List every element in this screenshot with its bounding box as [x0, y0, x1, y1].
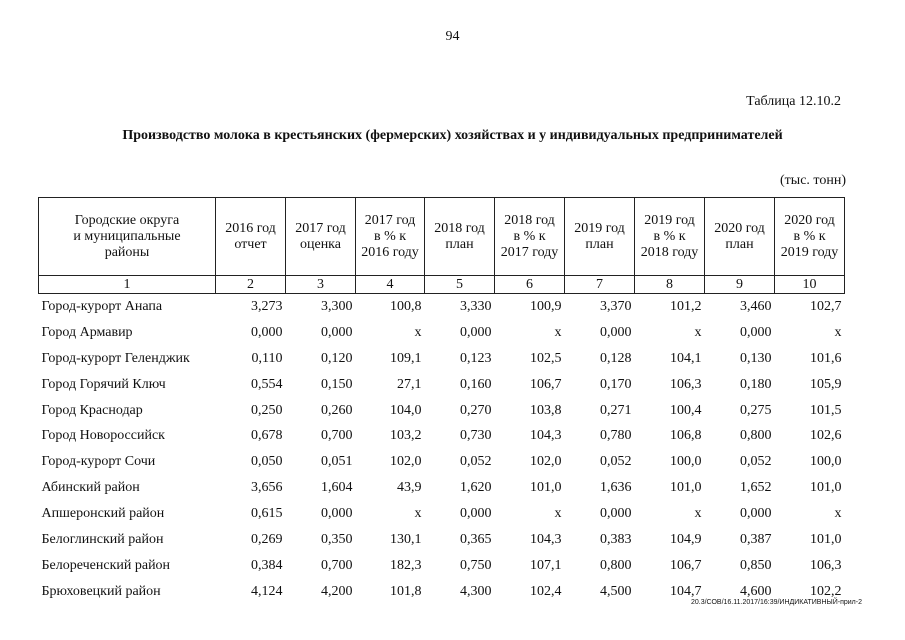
column-number-4: 4	[356, 276, 425, 294]
table-row	[39, 501, 845, 527]
value-cell: 43,9	[397, 480, 422, 496]
district-name-cell: Брюховецкий район	[41, 583, 161, 599]
value-cell: 0,000	[251, 324, 283, 340]
column-header-3: 2017 год оценка	[286, 198, 356, 276]
value-cell: 130,1	[390, 531, 422, 547]
value-cell: 4,124	[251, 583, 283, 599]
column-number-2: 2	[216, 276, 286, 294]
value-cell: 102,0	[390, 454, 422, 470]
value-cell: 0,271	[600, 402, 632, 418]
value-cell: 101,0	[530, 480, 562, 496]
value-cell: 101,0	[670, 480, 702, 496]
value-cell: 106,8	[670, 428, 702, 444]
value-cell: 102,4	[530, 583, 562, 599]
value-cell: 0,260	[321, 402, 353, 418]
value-cell: 0,387	[740, 531, 772, 547]
value-cell: 1,652	[740, 480, 772, 496]
district-name-cell: Город Армавир	[41, 324, 133, 340]
value-cell: 106,3	[670, 376, 702, 392]
district-name-cell: Город-курорт Геленджик	[41, 350, 190, 366]
value-cell: 104,1	[670, 350, 702, 366]
value-cell: 0,170	[600, 376, 632, 392]
value-cell: x	[554, 324, 562, 340]
value-cell: 0,052	[740, 454, 772, 470]
column-number-6: 6	[495, 276, 565, 294]
table-body	[39, 294, 845, 605]
value-cell: 0,000	[600, 324, 632, 340]
value-cell: 101,0	[810, 480, 842, 496]
value-cell: 4,300	[460, 583, 492, 599]
table-row	[39, 449, 845, 475]
value-cell: 100,4	[670, 402, 702, 418]
value-cell: 107,1	[530, 557, 562, 573]
value-cell: 0,051	[321, 454, 353, 470]
value-cell: 106,7	[530, 376, 562, 392]
value-cell: 0,130	[740, 350, 772, 366]
table-row	[39, 527, 845, 553]
column-number-5: 5	[425, 276, 495, 294]
column-header-6: 2018 год в % к 2017 году	[495, 198, 565, 276]
value-cell: x	[554, 506, 562, 522]
district-name-cell: Город-курорт Анапа	[41, 298, 163, 314]
value-cell: 0,750	[460, 557, 492, 573]
district-name-cell: Белоглинский район	[41, 531, 164, 547]
value-cell: x	[414, 324, 422, 340]
header-row	[39, 198, 845, 276]
value-cell: 0,850	[740, 557, 772, 573]
value-cell: 0,052	[460, 454, 492, 470]
value-cell: 3,460	[740, 298, 772, 314]
value-cell: 0,365	[460, 531, 492, 547]
value-cell: 3,656	[251, 480, 283, 496]
value-cell: 100,0	[810, 454, 842, 470]
value-cell: x	[694, 324, 702, 340]
value-cell: 102,5	[530, 350, 562, 366]
value-cell: 0,554	[251, 376, 283, 392]
value-cell: 1,604	[321, 480, 353, 496]
value-cell: 101,8	[390, 583, 422, 599]
value-cell: 0,780	[600, 428, 632, 444]
value-cell: x	[414, 506, 422, 522]
district-name-cell: Город Краснодар	[41, 402, 143, 418]
value-cell: 100,0	[670, 454, 702, 470]
value-cell: 0,000	[600, 506, 632, 522]
page-number: 94	[445, 29, 460, 44]
district-name-cell: Белореченский район	[41, 557, 171, 573]
column-number-7: 7	[565, 276, 635, 294]
milk-production-table	[38, 197, 845, 605]
column-number-10: 10	[775, 276, 845, 294]
value-cell: 100,9	[530, 298, 562, 314]
value-cell: 0,052	[600, 454, 632, 470]
value-cell: 1,636	[600, 480, 632, 496]
value-cell: 3,370	[600, 298, 632, 314]
table-row	[39, 475, 845, 501]
table-label: Таблица 12.10.2	[746, 94, 841, 109]
value-cell: 0,000	[460, 324, 492, 340]
value-cell: 0,615	[251, 506, 283, 522]
value-cell: 0,050	[251, 454, 283, 470]
table-row	[39, 372, 845, 398]
value-cell: 0,250	[251, 402, 283, 418]
column-number-9: 9	[705, 276, 775, 294]
value-cell: 101,5	[810, 402, 842, 418]
value-cell: 103,8	[530, 402, 562, 418]
value-cell: 0,384	[251, 557, 283, 573]
value-cell: 0,383	[600, 531, 632, 547]
value-cell: 106,3	[810, 557, 842, 573]
column-header-9: 2020 год план	[705, 198, 775, 276]
value-cell: 0,000	[321, 506, 353, 522]
column-header-8: 2019 год в % к 2018 году	[635, 198, 705, 276]
value-cell: 102,0	[530, 454, 562, 470]
value-cell: 103,2	[390, 428, 422, 444]
value-cell: 101,6	[810, 350, 842, 366]
value-cell: x	[694, 506, 702, 522]
table-row	[39, 346, 845, 372]
district-name-cell: Абинский район	[41, 480, 140, 496]
table-title: Производство молока в крестьянских (фермерских) хозяйствах и у индивидуальных предпринимателей	[122, 128, 783, 143]
table-row	[39, 294, 845, 320]
value-cell: 0,000	[321, 324, 353, 340]
value-cell: 102,7	[810, 298, 842, 314]
value-cell: 4,500	[600, 583, 632, 599]
value-cell: 0,120	[321, 350, 353, 366]
value-cell: x	[834, 324, 842, 340]
district-name-cell: Город Новороссийск	[41, 428, 165, 444]
column-header-1: Городские округа и муниципальные районы	[39, 198, 216, 276]
column-number-row	[39, 276, 845, 294]
footer-code: 20.3/СОВ/16.11.2017/16:39/ИНДИКАТИВНЫЙ-прил-2	[690, 599, 862, 606]
value-cell: 0,730	[460, 428, 492, 444]
column-number-1: 1	[39, 276, 216, 294]
value-cell: 0,000	[740, 506, 772, 522]
value-cell: 106,7	[670, 557, 702, 573]
table-row	[39, 423, 845, 449]
value-cell: 4,200	[321, 583, 353, 599]
value-cell: 104,0	[390, 402, 422, 418]
value-cell: 0,110	[251, 350, 283, 366]
column-header-2: 2016 год отчет	[216, 198, 286, 276]
value-cell: 104,3	[530, 428, 562, 444]
value-cell: 0,678	[251, 428, 283, 444]
value-cell: 3,273	[251, 298, 283, 314]
value-cell: 0,275	[740, 402, 772, 418]
value-cell: 102,2	[810, 583, 842, 599]
value-cell: 101,2	[670, 298, 702, 314]
value-cell: 0,350	[321, 531, 353, 547]
value-cell: 101,0	[810, 531, 842, 547]
value-cell: 105,9	[810, 376, 842, 392]
value-cell: 0,800	[600, 557, 632, 573]
value-cell: 1,620	[460, 480, 492, 496]
value-cell: 104,3	[530, 531, 562, 547]
units-label: (тыс. тонн)	[780, 173, 846, 188]
value-cell: 0,269	[251, 531, 283, 547]
value-cell: 0,128	[600, 350, 632, 366]
district-name-cell: Город-курорт Сочи	[41, 454, 156, 470]
value-cell: 27,1	[397, 376, 422, 392]
column-number-3: 3	[286, 276, 356, 294]
district-name-cell: Апшеронский район	[41, 506, 165, 522]
table-row	[39, 398, 845, 424]
value-cell: 0,800	[740, 428, 772, 444]
column-header-5: 2018 год план	[425, 198, 495, 276]
table-row	[39, 320, 845, 346]
value-cell: 3,300	[321, 298, 353, 314]
value-cell: 0,700	[321, 428, 353, 444]
column-number-8: 8	[635, 276, 705, 294]
value-cell: 102,6	[810, 428, 842, 444]
value-cell: x	[834, 506, 842, 522]
column-header-4: 2017 год в % к 2016 году	[356, 198, 425, 276]
value-cell: 0,180	[740, 376, 772, 392]
value-cell: 100,8	[390, 298, 422, 314]
value-cell: 0,000	[460, 506, 492, 522]
value-cell: 3,330	[460, 298, 492, 314]
column-header-10: 2020 год в % к 2019 году	[775, 198, 845, 276]
district-name-cell: Город Горячий Ключ	[41, 376, 166, 392]
value-cell: 0,270	[460, 402, 492, 418]
value-cell: 0,160	[460, 376, 492, 392]
table-row	[39, 553, 845, 579]
value-cell: 104,9	[670, 531, 702, 547]
value-cell: 4,600	[740, 583, 772, 599]
value-cell: 0,150	[321, 376, 353, 392]
value-cell: 182,3	[390, 557, 422, 573]
column-header-7: 2019 год план	[565, 198, 635, 276]
value-cell: 0,000	[740, 324, 772, 340]
value-cell: 109,1	[390, 350, 422, 366]
value-cell: 0,700	[321, 557, 353, 573]
value-cell: 0,123	[460, 350, 492, 366]
value-cell: 104,7	[670, 583, 702, 599]
